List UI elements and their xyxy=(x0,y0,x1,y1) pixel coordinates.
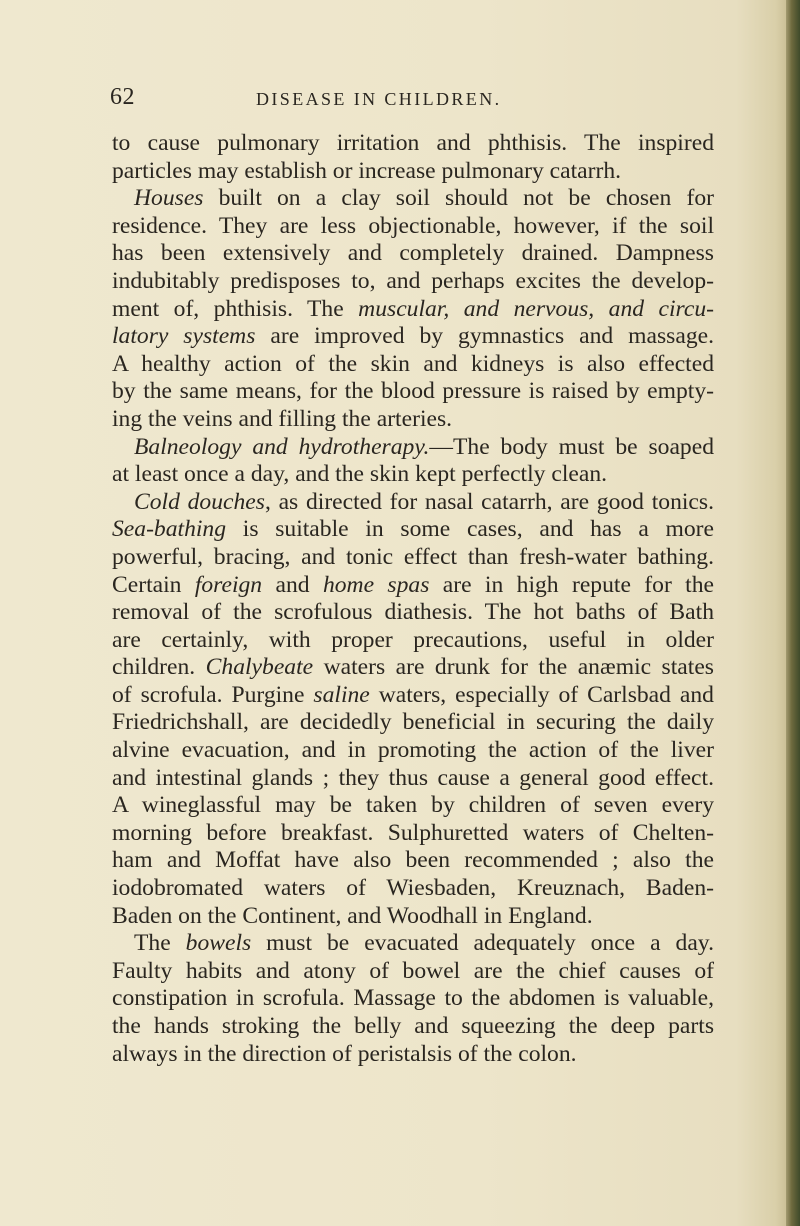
text-line: Friedrichshall, are decidedly beneficial in securing the daily xyxy=(112,709,714,736)
text-line: Baden on the Continent, and Woodhall in England. xyxy=(112,902,593,929)
text-line: residence. They are less objectionable, however, if the soil xyxy=(112,212,714,239)
text-line: particles may establish or increase pulmonary catarrh. xyxy=(112,157,622,184)
text-line: iodobromated waters of Wiesbaden, Kreuznach, Baden- xyxy=(112,875,714,902)
text-line: latory systems are improved by gymnastics and massage. xyxy=(112,323,715,350)
text-line: indubitably predisposes to, and perhaps excites the develop- xyxy=(112,267,714,294)
text-line: always in the direction of peristalsis of the colon. xyxy=(112,1040,577,1067)
running-title: DISEASE IN CHILDREN. xyxy=(256,89,502,109)
text-line: by the same means, for the blood pressure is raised by empty- xyxy=(112,378,714,405)
text-line: constipation in scrofula. Massage to the abdomen is valuable, xyxy=(112,985,714,1012)
text-line: The bowels must be evacuated adequately once a day. xyxy=(134,930,714,957)
text-line: the hands stroking the belly and squeezing the deep parts xyxy=(112,1013,714,1039)
text-line: powerful, bracing, and tonic effect than fresh-water bathing. xyxy=(112,543,714,570)
page-edge-binding xyxy=(786,0,800,1226)
body-text xyxy=(112,130,714,1068)
text-line: Houses built on a clay soil should not be chosen for xyxy=(134,185,714,212)
text-line: Certain foreign and home spas are in high repute for the xyxy=(112,571,714,598)
text-line: are certainly, with proper precautions, useful in older xyxy=(112,626,714,653)
text-line: morning before breakfast. Sulphuretted waters of Chelten- xyxy=(112,819,714,846)
text-line: ham and Moffat have also been recommended ; also the xyxy=(112,847,714,874)
text-line: A healthy action of the skin and kidneys is also effected xyxy=(112,350,714,377)
text-line: and intestinal glands ; they thus cause a general good effect. xyxy=(112,764,714,791)
text-line: ing the veins and filling the arteries. xyxy=(112,405,453,432)
text-line: A wineglassful may be taken by children of seven every xyxy=(112,792,714,819)
text-line: children. Chalybeate waters are drunk for the anæmic states xyxy=(112,654,714,681)
text-line: has been extensively and completely drained. Dampness xyxy=(112,240,714,267)
text-line: at least once a day, and the skin kept perfectly clean. xyxy=(112,461,608,488)
text-line: ment of, phthisis. The muscular, and nervous, and circu- xyxy=(112,295,714,322)
page-number: 62 xyxy=(110,84,135,110)
text-line: Cold douches, as directed for nasal catarrh, are good tonics. xyxy=(134,488,714,515)
text-line: removal of the scrofulous diathesis. The hot baths of Bath xyxy=(112,599,714,626)
text-line: Balneology and hydrotherapy.—The body must be soaped xyxy=(134,433,714,460)
running-head xyxy=(0,84,800,114)
text-line: Faulty habits and atony of bowel are the chief causes of xyxy=(112,957,714,984)
text-line: Sea-bathing is suitable in some cases, and has a more xyxy=(112,516,714,543)
text-line: of scrofula. Purgine saline waters, especially of Carlsbad and xyxy=(112,681,714,708)
text-line: to cause pulmonary irritation and phthisis. The inspired xyxy=(112,130,714,156)
text-line: alvine evacuation, and in promoting the action of the liver xyxy=(112,737,714,764)
